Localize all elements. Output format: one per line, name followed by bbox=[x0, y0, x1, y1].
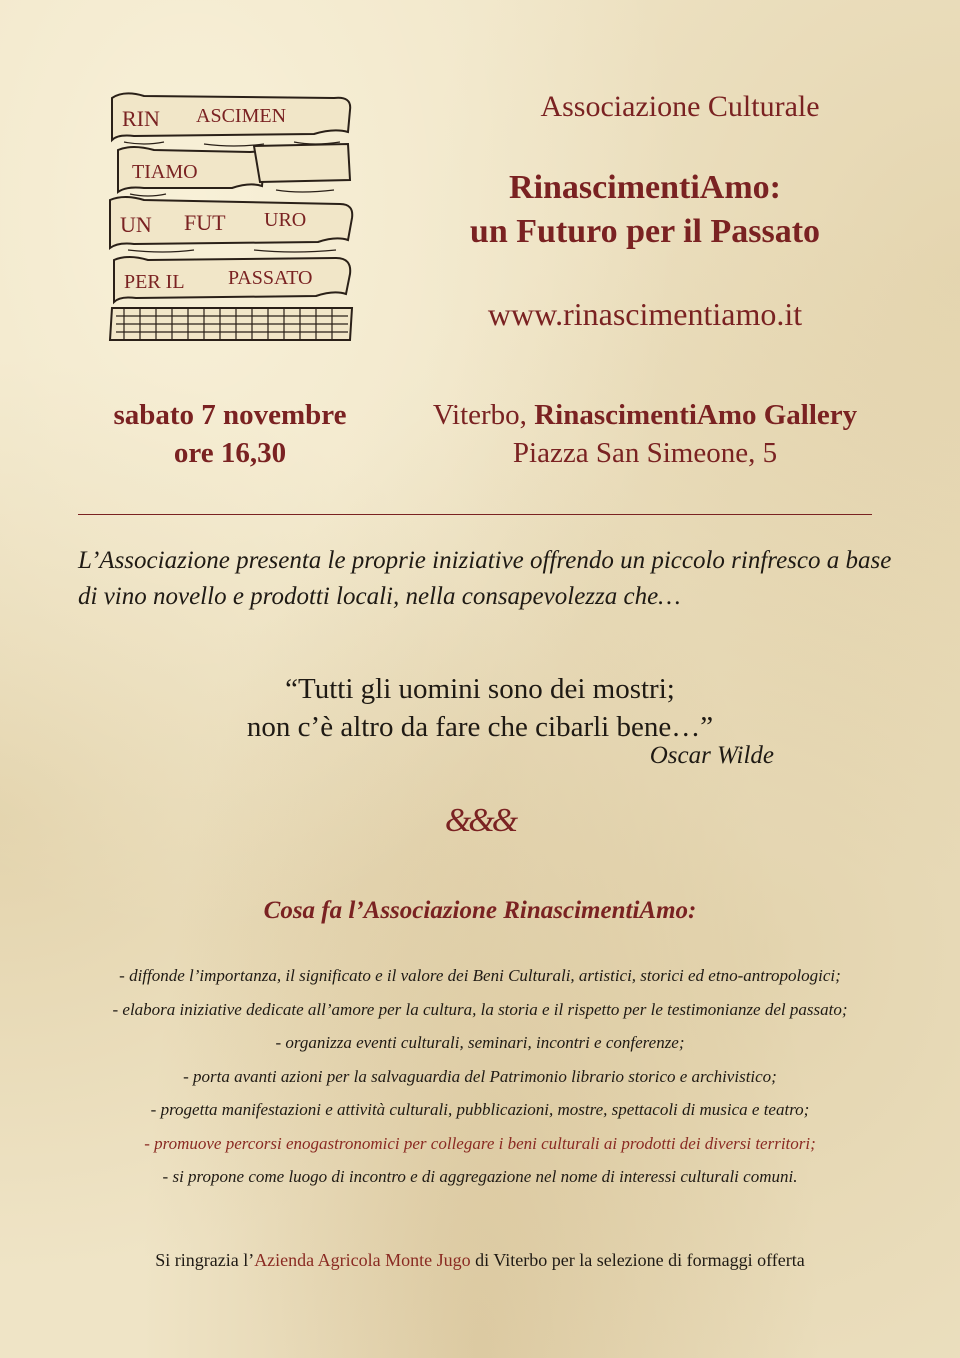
quote-author: Oscar Wilde bbox=[649, 742, 774, 769]
logo-text-tiamo: TIAMO bbox=[132, 161, 198, 183]
logo-text-passato: PASSATO bbox=[228, 267, 313, 289]
list-item: - porta avanti azioni per la salvaguardia del Patrimonio librario storico e archivistico; bbox=[183, 1066, 777, 1086]
acknowledgement bbox=[60, 1250, 900, 1271]
event-address: Piazza San Simeone, 5 bbox=[512, 437, 778, 469]
event-date: sabato 7 novembre bbox=[113, 399, 347, 431]
title-line-2: un Futuro per il Passato bbox=[469, 213, 821, 250]
activities-list bbox=[40, 959, 920, 1194]
logo-text-uro: URO bbox=[264, 209, 307, 231]
quote-line-1: “Tutti gli uomini sono dei mostri; bbox=[285, 673, 675, 705]
intro-paragraph: L’Associazione presenta le proprie iniziative offrendo un piccolo rinfresco a base di vino novello e prodotti locali, nella consapevolezza che… bbox=[78, 547, 892, 610]
sponsor-name: Azienda Agricola Monte Jugo bbox=[254, 1250, 471, 1270]
logo-text-ascimen: ASCIMEN bbox=[196, 105, 287, 127]
list-item: - si propone come luogo di incontro e di aggregazione nel nome di interessi culturali comuni. bbox=[162, 1167, 798, 1186]
event-date-block bbox=[70, 396, 390, 472]
list-item: - organizza eventi culturali, seminari, incontri e conferenze; bbox=[275, 1033, 685, 1052]
list-item-highlighted: - promuove percorsi enogastronomici per collegare i beni culturali ai prodotti dei diversi territori; bbox=[144, 1133, 816, 1153]
logo-text-rin: RIN bbox=[122, 106, 160, 131]
list-item: - elabora iniziative dedicate all’amore per la cultura, la storia e il rispetto per le testimonianze del passato; bbox=[112, 999, 848, 1019]
quote-line-2: non c’è altro da fare che cibarli bene…” bbox=[246, 711, 714, 743]
event-venue-block bbox=[400, 396, 890, 472]
list-item: - diffonde l’importanza, il significato e il valore dei Beni Culturali, artistici, storici ed etno-antropologici; bbox=[119, 966, 841, 985]
website-link[interactable]: www.rinascimentiamo.it bbox=[487, 296, 803, 332]
event-time: ore 16,30 bbox=[173, 437, 287, 469]
logo-text-per-il: PER IL bbox=[124, 271, 185, 293]
logo-text-un: UN bbox=[120, 212, 152, 237]
acknowledgement-prefix: Si ringrazia l’ bbox=[155, 1250, 255, 1270]
event-venue: RinascimentiAmo Gallery bbox=[534, 399, 858, 431]
rinascimentiamo-logo bbox=[104, 88, 358, 344]
event-location bbox=[400, 396, 890, 434]
logo-text-fut: FUT bbox=[184, 210, 226, 235]
association-label: Associazione Culturale bbox=[540, 90, 820, 123]
title-line-1: RinascimentiAmo: bbox=[509, 169, 781, 206]
section-divider bbox=[78, 514, 872, 515]
activities-heading: Cosa fa l’Associazione RinascimentiAmo: bbox=[263, 897, 697, 924]
ampersand-ornament: &&& bbox=[444, 802, 516, 839]
quote-block bbox=[160, 670, 800, 746]
poster-title bbox=[410, 166, 880, 254]
acknowledgement-suffix: di Viterbo per la selezione di formaggi offerta bbox=[470, 1250, 805, 1270]
list-item: - progetta manifestazioni e attività culturali, pubblicazioni, mostre, spettacoli di musica e teatro; bbox=[150, 1100, 810, 1119]
event-city: Viterbo, bbox=[432, 399, 535, 431]
